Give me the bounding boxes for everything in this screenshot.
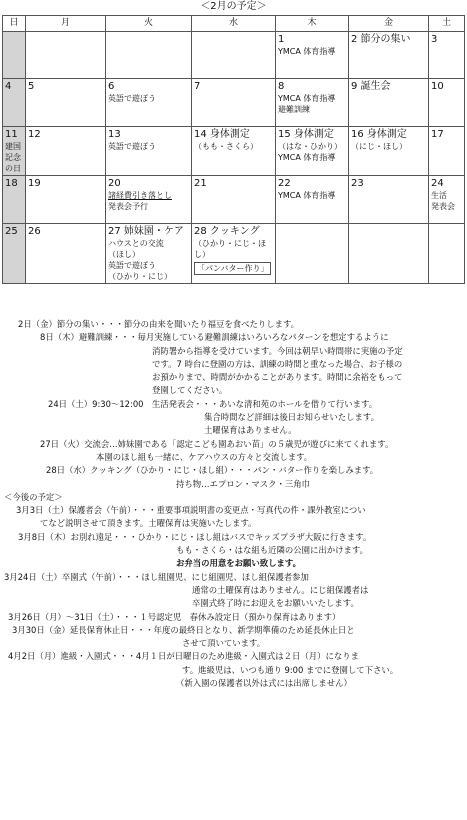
calendar-day-cell — [276, 176, 349, 224]
calendar-week-row — [3, 127, 465, 176]
calendar-day-cell — [429, 32, 465, 79]
day-event: （もも・さくら） — [194, 142, 258, 151]
day-number: 13 — [108, 129, 121, 140]
weekday-header-row — [3, 16, 465, 32]
calendar-day-cell — [3, 32, 26, 79]
calendar-week-row — [3, 176, 465, 224]
note-line: てなど説明させて頂きます。土曜保育は実施いたします。 — [40, 518, 257, 529]
calendar-day-cell — [26, 176, 106, 224]
calendar-day-cell — [192, 127, 276, 176]
note-line: です。7 時台に登園の方は、訓練の時間と重なった場合、お子様の — [152, 358, 403, 369]
calendar-day-cell — [276, 32, 349, 79]
note-line: 3月8日（木）お別れ遠足・・・ひかり・にじ・ほし組はバスでキッズプラザ大阪に行きます。 — [18, 531, 372, 542]
day-number: 28 クッキング — [194, 226, 260, 237]
day-number: 18 — [5, 178, 18, 189]
calendar-day-cell — [106, 127, 192, 176]
calendar-day-cell — [192, 79, 276, 127]
day-number: 12 — [28, 129, 41, 140]
day-event: 諸経費引き落とし — [108, 191, 172, 200]
day-number: 17 — [431, 129, 444, 140]
note-line: 3月30日（金）延長保育休止日・・・年度の最終日となり、新学期準備のため延長休止日と — [12, 624, 355, 635]
calendar-day-cell — [192, 224, 276, 284]
calendar-day-cell — [3, 176, 26, 224]
note-line: 3月24日（土）卒園式（午前）・・・ほし組園児、にじ組園児、ほし組保護者参加 — [4, 571, 309, 582]
calendar-day-cell — [349, 127, 429, 176]
day-event: YMCA 体育指導 — [278, 191, 336, 200]
note-line: 4月2日（月）進級・入園式・・・4月１日が日曜日のため進級・入園式は２日（月）になりま — [8, 651, 359, 662]
calendar-week-row — [3, 79, 465, 127]
calendar-day-cell — [26, 127, 106, 176]
day-event: 英語で遊ぼう — [108, 94, 156, 103]
calendar-day-cell — [349, 224, 429, 284]
day-event: ハウスとの交流 （ほし） — [108, 239, 164, 259]
day-number: 11 — [5, 129, 18, 140]
day-number: 19 — [28, 178, 41, 189]
calendar-day-cell — [429, 176, 465, 224]
calendar-day-cell — [26, 79, 106, 127]
calendar-day-cell — [3, 79, 26, 127]
calendar-day-cell — [192, 176, 276, 224]
calendar-day-cell — [3, 224, 26, 284]
note-line: 消防署から指導を受けています。今回は朝早い時間帯に実施の予定 — [152, 345, 403, 356]
calendar-day-cell — [349, 32, 429, 79]
day-event: 避難訓練 — [278, 105, 310, 114]
day-event: 発表会予行 — [108, 202, 148, 211]
note-line: 卒園式終了時にお迎えをお願いいたします。 — [192, 598, 359, 609]
note-line: す。進級児は、いつも通り 9:00 までに登園して下さい。 — [182, 664, 399, 675]
calendar-table — [2, 15, 465, 284]
weekday-thu: 木 — [276, 16, 349, 32]
note-line: 本園のほし組も一緒に、ケアハウスの方々と交流します。 — [96, 451, 313, 462]
day-number: 16 身体測定 — [351, 129, 407, 140]
calendar-day-cell — [106, 79, 192, 127]
calendar-day-cell — [349, 176, 429, 224]
calendar-day-cell — [349, 79, 429, 127]
day-number: 23 — [351, 178, 364, 189]
calendar-day-cell — [192, 32, 276, 79]
weekday-fri: 金 — [349, 16, 429, 32]
weekday-mon: 月 — [26, 16, 106, 32]
day-number: 15 身体測定 — [278, 129, 334, 140]
note-line: 3月3日（土）保護者会（午前）・・・重要事項説明書の変更点・写真代の件・課外教室につい — [16, 505, 366, 516]
day-event: 建国 記念 の日 — [5, 142, 21, 173]
day-number: 26 — [28, 226, 41, 237]
calendar-day-cell — [276, 224, 349, 284]
note-line: 28日（水）クッキング（ひかり・にじ・ほし組）・・・パン・バター作りを楽しみます。 — [46, 465, 379, 476]
day-number: 9 誕生会 — [351, 81, 391, 92]
calendar-day-cell — [429, 224, 465, 284]
page-title: ＜2月の予定＞ — [200, 1, 267, 12]
day-event: 生活 発表会 — [431, 191, 455, 211]
weekday-tue: 火 — [106, 16, 192, 32]
calendar-day-cell — [429, 79, 465, 127]
day-number: 6 — [108, 81, 115, 92]
day-event: YMCA 体育指導 — [278, 47, 336, 56]
day-number: 7 — [194, 81, 201, 92]
weekday-sat: 土 — [429, 16, 465, 32]
note-line: 3月26日（月）～31日（土）・・・１号認定児 春休み設定日（預かり保育はあります） — [8, 611, 341, 622]
note-line: 集合時間など詳細は後日お知らせいたします。 — [204, 412, 379, 423]
note-line: もも・さくら・はな組も近隣の公園に出かけます。 — [176, 545, 368, 556]
note-line: させて頂いています。 — [182, 638, 266, 649]
note-line: 土曜保育はありません。 — [204, 425, 297, 436]
calendar-day-cell — [106, 176, 192, 224]
day-number: 22 — [278, 178, 291, 189]
note-line: お預かりまで、時間がかかることがあります。時間に余裕をもって — [152, 372, 403, 383]
schedule-notes — [4, 318, 464, 690]
day-number: 24 — [431, 178, 444, 189]
day-event: YMCA 体育指導 — [278, 94, 336, 103]
note-line: 登園してください。 — [152, 385, 228, 396]
note-line: 通常の土曜保育はありません。にじ組保護者は — [192, 584, 369, 595]
calendar-day-cell — [276, 79, 349, 127]
day-number: 14 身体測定 — [194, 129, 250, 140]
day-number: 8 — [278, 81, 285, 92]
weekday-sun: 日 — [3, 16, 26, 32]
calendar-day-cell — [26, 224, 106, 284]
note-line: 持ち物…エプロン・マスク・三角巾 — [176, 478, 310, 489]
day-event: （はな・ひかり） — [278, 142, 342, 151]
calendar-day-cell — [106, 224, 192, 284]
note-line: 8日（木）避難訓練・・・毎月実施している避難訓練はいろいろなパターンを想定するように — [40, 332, 389, 343]
day-event: （ひかり・にじ・ほし） — [194, 239, 266, 259]
note-line: （新入園の保護者以外は式には出席しません） — [176, 678, 352, 689]
day-number: 1 — [278, 34, 285, 45]
note-line: 24日（土）9:30～12:00 生活発表会・・・あいな清和苑のホールを借りて行います。 — [48, 398, 378, 409]
day-event: 英語で遊ぼう （ひかり・にじ） — [108, 261, 172, 281]
day-number: 5 — [28, 81, 35, 92]
calendar-day-cell — [276, 127, 349, 176]
weekday-wed: 水 — [192, 16, 276, 32]
note-line: 2日（金）節分の集い・・・節分の由来を聞いたり福豆を食べたりします。 — [18, 319, 300, 329]
calendar-day-cell — [26, 32, 106, 79]
day-number: 25 — [5, 226, 18, 237]
calendar-week-row — [3, 224, 465, 284]
calendar-day-cell — [106, 32, 192, 79]
note-line: お弁当の用意をお願い致します。 — [176, 558, 301, 569]
day-event: 英語で遊ぼう — [108, 142, 156, 151]
calendar-day-cell — [429, 127, 465, 176]
day-number: 21 — [194, 178, 207, 189]
day-event: YMCA 体育指導 — [278, 153, 336, 162]
note-line: 27日（火）交流会…姉妹園である「認定こども園あおい苗」の５歳児が遊びに来てくれます。 — [40, 438, 394, 449]
day-number: 4 — [5, 81, 12, 92]
day-event: 「パンバター作り」 — [194, 262, 271, 275]
day-number: 27 姉妹園・ケア — [108, 226, 184, 237]
day-number: 3 — [431, 34, 438, 45]
note-line: ＜今後の予定＞ — [4, 491, 63, 502]
day-event: （にじ・ほし） — [351, 142, 407, 151]
day-number: 20 — [108, 178, 121, 189]
calendar-day-cell — [3, 127, 26, 176]
day-number: 2 節分の集い — [351, 34, 411, 45]
day-number: 10 — [431, 81, 444, 92]
calendar-week-row — [3, 32, 465, 79]
